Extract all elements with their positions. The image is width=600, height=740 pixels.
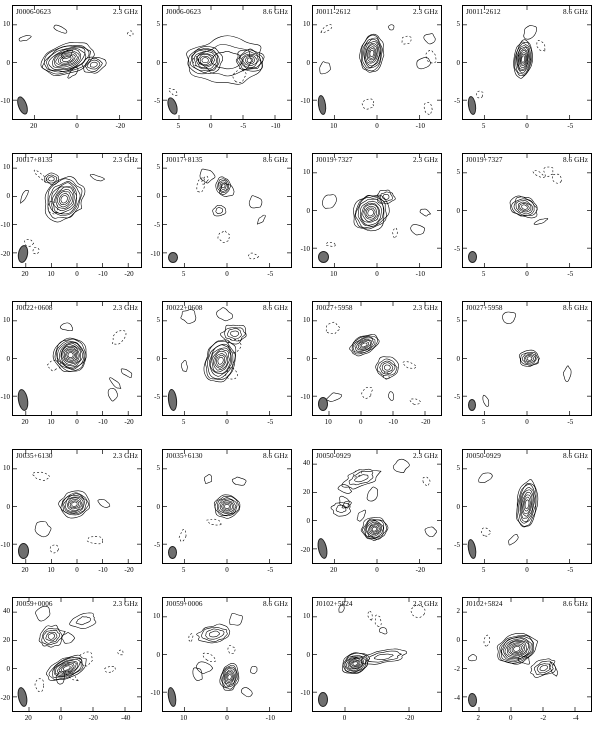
y-tick-label: 0 [6,192,10,201]
panel-frequency-label: 8.6 GHz [262,156,288,164]
y-tick-label: 5 [156,316,160,325]
y-tick-label: 0 [306,58,310,67]
x-tick-label: 20 [30,122,38,130]
plot-frame [462,153,592,268]
plot-frame [12,597,142,712]
beam-ellipse [318,692,328,707]
x-tick-label: 0 [342,714,347,722]
plot-frame [312,153,442,268]
plot-frame [162,153,292,268]
contour-panel [450,444,600,592]
y-tick-label: -5 [454,540,460,549]
y-tick-label: 0 [456,636,460,645]
x-tick-label: 0 [375,122,379,130]
x-tick-label: -20 [115,122,125,130]
y-tick-label: -10 [0,540,10,549]
plot-frame [462,301,592,416]
x-tick-label: 0 [225,566,229,574]
contour-panel [150,592,300,740]
x-tick-label: 10 [330,270,338,278]
x-tick-label: -20 [421,418,431,426]
panel-frequency-label: 8.6 GHz [562,304,588,312]
y-tick-label: -10 [0,220,10,229]
y-tick-label: 0 [456,502,460,511]
x-tick-label: -5 [567,418,574,426]
y-tick-label: -10 [300,244,310,253]
plot-frame [462,5,592,120]
contour-panel [450,592,600,740]
x-tick-label: -10 [98,418,108,426]
y-tick-label: 10 [303,168,310,177]
panel-source-label: J0027+5958 [466,304,503,312]
y-tick-label: 0 [456,354,460,363]
x-tick-label: -4 [572,714,579,722]
x-tick-label: 0 [209,122,213,130]
x-tick-label: 0 [225,270,229,278]
y-tick-label: 0 [6,502,10,511]
y-tick-label: 0 [156,502,160,511]
x-tick-label: 5 [181,566,186,574]
beam-ellipse [318,251,329,263]
panel-frequency-label: 2.3 GHz [112,8,138,16]
x-tick-label: 0 [225,714,229,722]
panel-source-label: J0102+5824 [316,600,353,608]
y-tick-label: -20 [0,249,10,258]
y-tick-label: -10 [0,96,10,105]
x-tick-label: -5 [267,270,274,278]
y-tick-label: 0 [456,206,460,215]
panel-source-label: J0006-0623 [16,8,51,16]
contour-panel [0,148,150,296]
contour-panel [300,148,450,296]
y-tick-label: -10 [0,392,10,401]
panel-source-label: J0102+5824 [466,600,503,608]
y-tick-label: 10 [3,464,10,473]
x-tick-label: -5 [567,566,574,574]
panel-frequency-label: 2.3 GHz [412,600,438,608]
panel-source-label: J0022+0608 [16,304,53,312]
x-tick-label: 5 [181,418,186,426]
panel-frequency-label: 2.3 GHz [412,8,438,16]
y-tick-label: 0 [6,664,10,673]
panel-source-label: J0027+5958 [316,304,353,312]
panel-source-label: J0017+8135 [16,156,53,164]
x-tick-label: 10 [47,270,55,278]
y-tick-label: -5 [454,244,460,253]
x-tick-label: 0 [225,418,229,426]
contour-panel [0,0,150,148]
x-tick-label: 0 [525,270,529,278]
y-tick-label: 0 [306,650,310,659]
plot-frame [312,449,442,564]
y-tick-label: -4 [454,693,460,702]
x-tick-label: 5 [481,566,486,574]
panel-frequency-label: 2.3 GHz [112,156,138,164]
plot-frame [162,5,292,120]
panel-source-label: J0059+0006 [166,600,203,608]
contour-panel [150,296,300,444]
panel-frequency-label: 2.3 GHz [412,304,438,312]
contour-panel [0,296,150,444]
y-tick-label: 0 [156,58,160,67]
y-tick-label: 20 [303,488,310,497]
y-tick-label: 0 [306,354,310,363]
panel-frequency-label: 8.6 GHz [562,452,588,460]
contour-panel [0,592,150,740]
y-tick-label: 0 [156,354,160,363]
beam-ellipse [318,397,328,411]
panel-source-label: J0059+0006 [16,600,53,608]
y-tick-label: 0 [306,516,310,525]
x-tick-label: -20 [88,714,98,722]
x-tick-label: 0 [509,714,513,722]
x-tick-label: 20 [21,566,29,574]
y-tick-label: -5 [454,96,460,105]
contour-panel [150,0,300,148]
contour-panel [450,0,600,148]
x-tick-label: -10 [388,418,398,426]
x-tick-label: 0 [75,566,79,574]
y-tick-label: 5 [156,163,160,172]
x-tick-label: 0 [525,418,529,426]
y-tick-label: 40 [303,459,310,468]
x-tick-label: -2 [540,714,547,722]
plot-frame [312,5,442,120]
contour-panel [300,296,450,444]
panel-source-label: J0022+0608 [166,304,203,312]
x-tick-label: -20 [415,566,425,574]
y-tick-label: -10 [300,688,310,697]
contour-panel [300,592,450,740]
x-tick-label: 0 [525,566,529,574]
panel-source-label: J0006-0623 [166,8,201,16]
x-tick-label: -10 [415,122,425,130]
x-tick-label: 0 [59,714,63,722]
beam-ellipse [168,546,177,559]
x-tick-label: -10 [265,714,275,722]
plot-frame [312,301,442,416]
y-tick-label: 0 [306,206,310,215]
y-tick-label: -10 [300,392,310,401]
y-tick-label: 10 [153,612,160,621]
plot-frame [162,597,292,712]
y-tick-label: -5 [154,96,160,105]
x-tick-label: 20 [24,714,32,722]
y-tick-label: 0 [6,354,10,363]
x-tick-label: 0 [75,122,79,130]
panel-source-label: J0011-2612 [466,8,501,16]
y-tick-label: -5 [154,540,160,549]
panel-source-label: J0019+7327 [466,156,503,164]
x-tick-label: -5 [267,418,274,426]
panel-frequency-label: 8.6 GHz [562,156,588,164]
y-tick-label: 5 [456,316,460,325]
x-tick-label: 5 [481,270,486,278]
panel-frequency-label: 8.6 GHz [562,600,588,608]
panel-frequency-label: 8.6 GHz [562,8,588,16]
beam-ellipse [468,399,476,411]
panel-frequency-label: 8.6 GHz [262,600,288,608]
x-tick-label: -20 [124,270,134,278]
plot-frame [462,449,592,564]
contour-panel [0,444,150,592]
y-tick-label: -5 [454,392,460,401]
contour-panel [150,444,300,592]
y-tick-label: 2 [456,607,460,616]
x-tick-label: 5 [481,122,486,130]
y-tick-label: 10 [3,20,10,29]
plot-frame [12,449,142,564]
x-tick-label: 0 [359,418,363,426]
panel-frequency-label: 2.3 GHz [112,452,138,460]
y-tick-label: -5 [154,220,160,229]
x-tick-label: -10 [98,270,108,278]
plot-frame [12,5,142,120]
y-tick-label: 0 [156,650,160,659]
plot-frame [462,597,592,712]
y-tick-label: 10 [303,612,310,621]
beam-ellipse [468,251,477,263]
contour-panel [450,148,600,296]
y-tick-label: 20 [3,636,10,645]
x-tick-label: 20 [21,418,29,426]
panel-frequency-label: 2.3 GHz [112,600,138,608]
y-tick-label: 0 [156,192,160,201]
y-tick-label: 0 [456,58,460,67]
panel-source-label: J0017+8135 [166,156,203,164]
y-tick-label: -2 [454,664,460,673]
contour-panel [300,444,450,592]
panel-frequency-label: 2.3 GHz [112,304,138,312]
plot-frame [162,301,292,416]
x-tick-label: 2 [476,714,480,722]
y-tick-label: -10 [300,96,310,105]
panel-frequency-label: 8.6 GHz [262,452,288,460]
panel-source-label: J0050-0929 [316,452,351,460]
panel-source-label: J0050-0929 [466,452,501,460]
beam-ellipse [168,252,178,263]
x-tick-label: -5 [567,122,574,130]
x-tick-label: -10 [98,566,108,574]
y-tick-label: 40 [3,607,10,616]
x-tick-label: -20 [404,714,415,722]
y-tick-label: 5 [456,464,460,473]
x-tick-label: 0 [75,270,79,278]
x-tick-label: 20 [330,566,338,574]
beam-ellipse [18,543,29,559]
y-tick-label: 5 [156,20,160,29]
y-tick-label: 10 [3,316,10,325]
x-tick-label: 20 [21,270,29,278]
x-tick-label: 5 [181,270,186,278]
panel-frequency-label: 8.6 GHz [262,8,288,16]
x-tick-label: -5 [240,122,247,130]
x-tick-label: 0 [75,418,79,426]
y-tick-label: -5 [154,392,160,401]
x-tick-label: 10 [47,566,55,574]
x-tick-label: -5 [567,270,574,278]
x-tick-label: 5 [176,122,180,130]
plot-frame [12,153,142,268]
panel-frequency-label: 8.6 GHz [262,304,288,312]
x-tick-label: 0 [375,566,379,574]
panel-source-label: J0019+7327 [316,156,353,164]
y-tick-label: 5 [456,20,460,29]
x-tick-label: 5 [481,418,486,426]
x-tick-label: 10 [180,714,188,722]
y-tick-label: 0 [6,58,10,67]
x-tick-label: -20 [124,566,134,574]
x-tick-label: -40 [121,714,131,722]
y-tick-label: -20 [300,545,310,554]
y-tick-label: -10 [150,688,160,697]
x-tick-label: -10 [271,122,281,130]
panel-source-label: J0035+6130 [16,452,53,460]
panel-source-label: J0011-2612 [316,8,351,16]
contour-panel [150,148,300,296]
x-tick-label: 10 [324,418,332,426]
plot-frame [12,301,142,416]
plot-frame [312,597,442,712]
x-tick-label: 10 [330,122,338,130]
y-tick-label: 10 [303,20,310,29]
x-tick-label: -20 [124,418,134,426]
panel-source-label: J0035+6130 [166,452,203,460]
y-tick-label: 10 [303,316,310,325]
y-tick-label: -20 [0,693,10,702]
x-tick-label: -5 [267,566,274,574]
panel-frequency-label: 2.3 GHz [412,156,438,164]
contour-panel [300,0,450,148]
x-tick-label: 0 [525,122,529,130]
plot-frame [162,449,292,564]
x-tick-label: 10 [47,418,55,426]
y-tick-label: 5 [156,464,160,473]
y-tick-label: 10 [3,163,10,172]
x-tick-label: 0 [375,270,379,278]
x-tick-label: -10 [415,270,425,278]
y-tick-label: 5 [456,168,460,177]
y-tick-label: -10 [150,249,160,258]
contour-panel [450,296,600,444]
panel-frequency-label: 2.3 GHz [412,452,438,460]
